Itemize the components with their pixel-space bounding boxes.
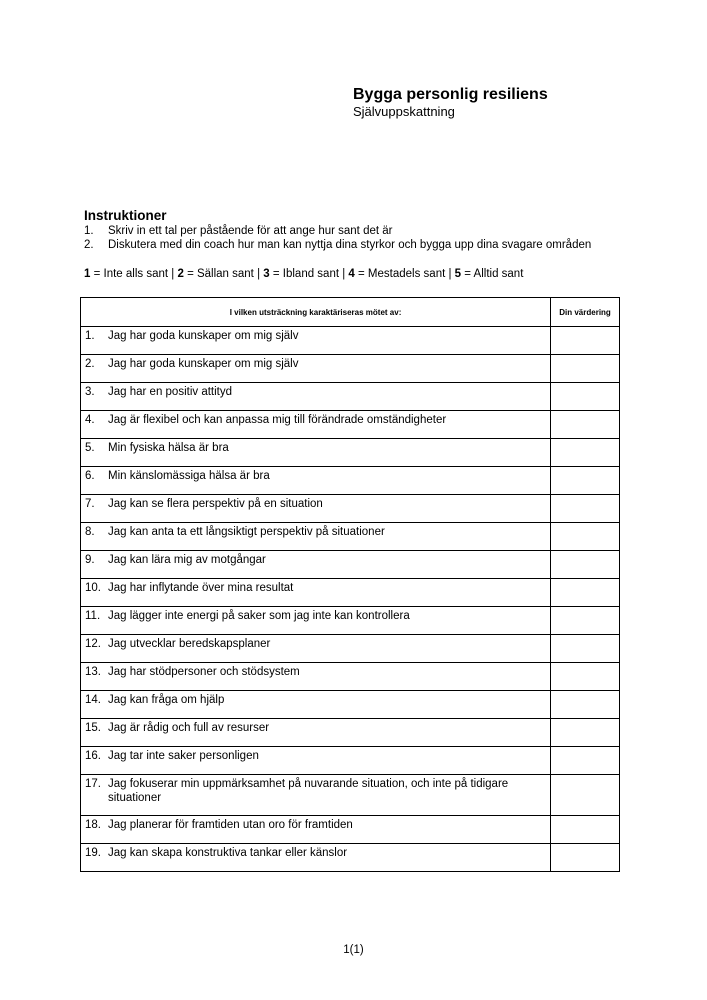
statement-cell	[81, 747, 551, 775]
statement-cell	[81, 411, 551, 439]
rating-cell[interactable]	[551, 719, 620, 747]
statement-text: Jag tar inte saker personligen	[108, 750, 259, 762]
scale-label: = Ibland sant |	[269, 268, 349, 280]
table-row	[81, 495, 620, 523]
statement-number: 8.	[85, 526, 95, 538]
statement-text: Jag har goda kunskaper om mig själv	[108, 358, 299, 370]
table-row	[81, 327, 620, 355]
instruction-item	[84, 238, 624, 252]
statement-number: 9.	[85, 554, 95, 566]
statement-text: Jag kan skapa konstruktiva tankar eller känslor	[108, 847, 348, 859]
rating-cell[interactable]	[551, 635, 620, 663]
statement-number: 11.	[85, 610, 101, 622]
scale-label: = Inte alls sant |	[90, 268, 178, 280]
statement-cell	[81, 691, 551, 719]
instruction-number: 1.	[84, 225, 94, 237]
rating-scale	[84, 267, 624, 281]
statement-cell	[81, 607, 551, 635]
table-row	[81, 579, 620, 607]
rating-cell[interactable]	[551, 495, 620, 523]
table-header-row	[81, 298, 620, 327]
statement-number: 16.	[85, 750, 101, 762]
scale-value: 3	[263, 268, 270, 280]
table-row	[81, 355, 620, 383]
instructions-list	[84, 224, 624, 252]
table-row	[81, 411, 620, 439]
instructions-heading: Instruktioner	[84, 208, 167, 223]
statement-text: Jag har inflytande över mina resultat	[108, 582, 294, 594]
statement-number: 4.	[85, 414, 95, 426]
table-row	[81, 523, 620, 551]
rating-cell[interactable]	[551, 607, 620, 635]
table-row	[81, 691, 620, 719]
statement-cell	[81, 816, 551, 844]
statement-text: Jag kan lära mig av motgångar	[108, 554, 266, 566]
statement-cell	[81, 523, 551, 551]
rating-cell[interactable]	[551, 691, 620, 719]
table-row	[81, 719, 620, 747]
statement-text: Jag utvecklar beredskapsplaner	[108, 638, 271, 650]
statement-text: Jag har stödpersoner och stödsystem	[108, 666, 300, 678]
table-row	[81, 775, 620, 816]
statement-cell	[81, 495, 551, 523]
rating-cell[interactable]	[551, 383, 620, 411]
statement-cell	[81, 663, 551, 691]
table-row	[81, 383, 620, 411]
rating-cell[interactable]	[551, 327, 620, 355]
page-number: 1(1)	[343, 944, 364, 956]
instruction-number: 2.	[84, 239, 94, 251]
table-row	[81, 607, 620, 635]
document-subtitle: Självuppskattning	[353, 104, 455, 119]
statement-cell	[81, 775, 551, 816]
statement-cell	[81, 439, 551, 467]
statement-text: Jag kan anta ta ett långsiktigt perspektiv på situationer	[108, 526, 385, 538]
rating-cell[interactable]	[551, 663, 620, 691]
statement-cell	[81, 327, 551, 355]
statement-cell	[81, 635, 551, 663]
rating-cell[interactable]	[551, 523, 620, 551]
scale-label: = Mestadels sant |	[354, 268, 455, 280]
statement-text: Min känslomässiga hälsa är bra	[108, 470, 270, 482]
instruction-item	[84, 224, 624, 238]
rating-cell[interactable]	[551, 747, 620, 775]
rating-cell[interactable]	[551, 411, 620, 439]
statement-number: 1.	[85, 330, 95, 342]
rating-column-header: Din värdering	[551, 298, 620, 327]
table-row	[81, 747, 620, 775]
statement-text: Jag planerar för framtiden utan oro för framtiden	[108, 819, 353, 831]
statement-text: Jag kan fråga om hjälp	[108, 694, 225, 706]
statement-number: 12.	[85, 638, 101, 650]
statement-number: 19.	[85, 847, 101, 859]
statement-cell	[81, 551, 551, 579]
rating-cell[interactable]	[551, 816, 620, 844]
statement-cell	[81, 844, 551, 872]
statement-number: 17.	[85, 778, 101, 790]
statement-column-header: I vilken utsträckning karaktäriseras mötet av:	[81, 298, 551, 327]
statement-text: Jag är flexibel och kan anpassa mig till förändrade omständigheter	[108, 414, 447, 426]
instruction-text: Skriv in ett tal per påstående för att ange hur sant det är	[108, 225, 393, 237]
scale-value: 1	[84, 268, 91, 280]
table-row	[81, 439, 620, 467]
document-header	[353, 85, 548, 119]
statement-text: Jag har en positiv attityd	[108, 386, 233, 398]
rating-cell[interactable]	[551, 775, 620, 816]
statement-cell	[81, 579, 551, 607]
scale-value: 2	[177, 268, 184, 280]
table-row	[81, 551, 620, 579]
table-row	[81, 844, 620, 872]
statement-number: 14.	[85, 694, 101, 706]
rating-cell[interactable]	[551, 844, 620, 872]
table-row	[81, 467, 620, 495]
statement-number: 3.	[85, 386, 95, 398]
statement-text: Jag lägger inte energi på saker som jag inte kan kontrollera	[108, 610, 410, 622]
statement-cell	[81, 467, 551, 495]
statement-number: 6.	[85, 470, 95, 482]
statement-text: Jag kan se flera perspektiv på en situation	[108, 498, 323, 510]
instruction-text: Diskutera med din coach hur man kan nyttja dina styrkor och bygga upp dina svagare områden	[108, 239, 592, 251]
statement-text: Jag har goda kunskaper om mig själv	[108, 330, 299, 342]
document-title: Bygga personlig resiliens	[353, 86, 548, 103]
rating-cell[interactable]	[551, 439, 620, 467]
table-row	[81, 816, 620, 844]
rating-cell[interactable]	[551, 355, 620, 383]
table-row	[81, 635, 620, 663]
statement-cell	[81, 719, 551, 747]
rating-cell[interactable]	[551, 579, 620, 607]
statement-cell	[81, 383, 551, 411]
self-assessment-table	[80, 297, 620, 872]
statement-number: 13.	[85, 666, 101, 678]
statement-number: 7.	[85, 498, 95, 510]
rating-cell[interactable]	[551, 551, 620, 579]
scale-label: = Alltid sant	[461, 268, 524, 280]
rating-cell[interactable]	[551, 467, 620, 495]
statement-number: 18.	[85, 819, 101, 831]
statement-number: 2.	[85, 358, 95, 370]
statement-text: Min fysiska hälsa är bra	[108, 442, 229, 454]
statement-number: 15.	[85, 722, 101, 734]
statement-cell	[81, 355, 551, 383]
scale-value: 4	[348, 268, 355, 280]
statement-number: 5.	[85, 442, 95, 454]
scale-label: = Sällan sant |	[183, 268, 264, 280]
statement-number: 10.	[85, 582, 101, 594]
scale-value: 5	[454, 268, 462, 280]
statement-text: Jag fokuserar min uppmärksamhet på nuvarande situation, och inte på tidigare situationer	[108, 778, 509, 804]
instructions-section	[84, 207, 624, 281]
table-row	[81, 663, 620, 691]
statement-text: Jag är rådig och full av resurser	[108, 722, 270, 734]
